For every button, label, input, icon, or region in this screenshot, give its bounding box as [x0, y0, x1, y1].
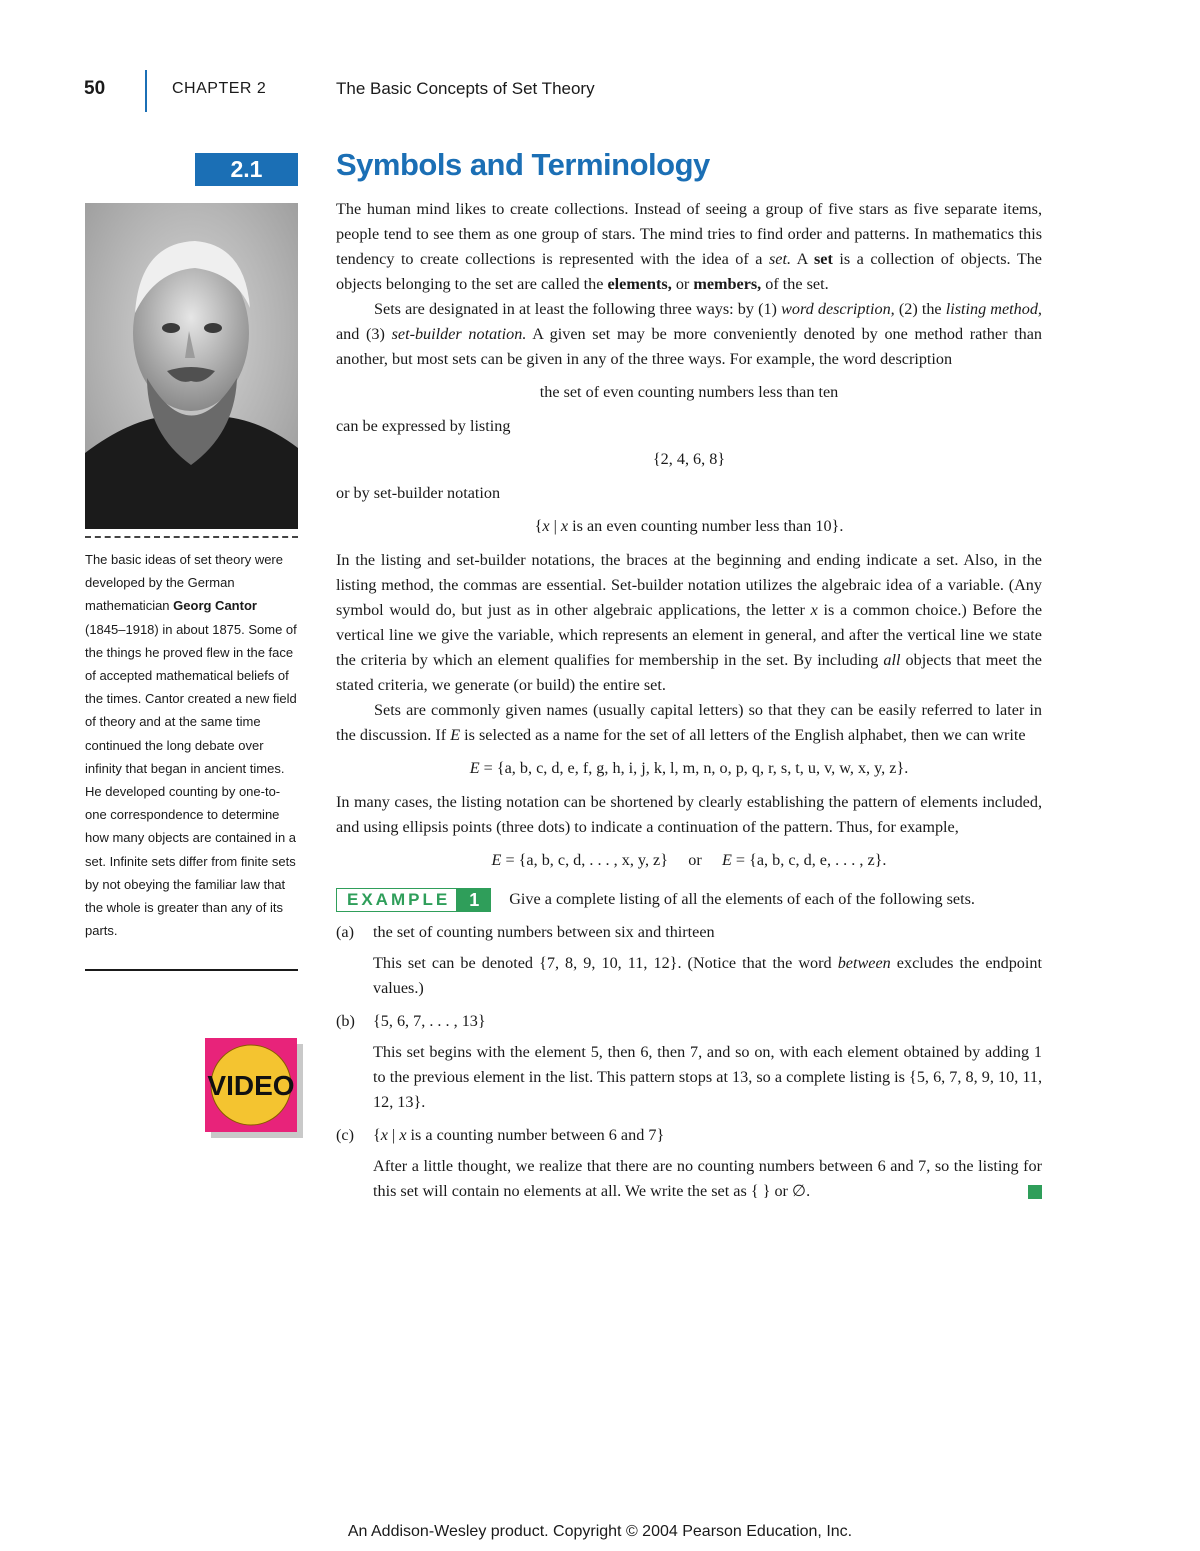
text: excludes the endpoint values.) [373, 954, 1042, 998]
var-E: E [491, 851, 502, 869]
var-E: E [721, 851, 732, 869]
text: Sets are designated in at least the following three ways: by (1) [374, 300, 782, 318]
text: = {a, b, c, d, . . . , x, y, z} or [501, 851, 722, 869]
text: (2) the [894, 300, 946, 318]
caption-text-end: (1845–1918) in about 1875. Some of the things he proved flew in the face of accepted mathematical beliefs of the times. Cantor created a new field of theory and at the same time continued the long debate over infinity that began in ancient times. He developed counting by one-to-one correspondence to determine how many objects are contained in a set. Infinite sets differ from finite sets by not obeying the familiar law that the whole is greater than any of its parts. [85, 621, 297, 939]
var-x: x [399, 1126, 407, 1145]
text: is a collection of objects. The objects belonging to the set are called the [336, 250, 1042, 293]
sidebar-divider [85, 536, 298, 538]
text: is a common choice.) Before the vertical line we give the variable, which represents an element in general, and after the vertical line we state the criteria by which an element qualifies for membership in the set. By including [336, 601, 1043, 669]
text: A given set may be more conveniently denoted by one method rather than another, but most sets can be given in any of the three ways. For example, the word description [336, 325, 1043, 368]
portrait-caption [85, 548, 298, 942]
term-italic: set-builder notation. [391, 325, 527, 343]
text: and (3) [336, 325, 392, 343]
video-icon[interactable] [205, 1036, 305, 1140]
text: This set can be denoted {7, 8, 9, 10, 11, 12}. (Notice that the word [373, 954, 838, 973]
example-label: EXAMPLE [336, 888, 457, 912]
var-E: E [469, 759, 480, 777]
item-question: {5, 6, 7, . . . , 13} [373, 1012, 486, 1031]
text: of the set. [761, 275, 829, 293]
page-number: 50 [84, 78, 106, 99]
text: = {a, b, c, d, e, f, g, h, i, j, k, l, m, n, o, p, q, r, s, t, u, v, w, x, y, z}. [479, 759, 909, 777]
display-listing: {2, 4, 6, 8} [652, 450, 726, 468]
item-question: is a counting number between 6 and 7} [406, 1126, 665, 1145]
chapter-label: CHAPTER 2 [172, 80, 267, 97]
text: objects that meet the stated criteria, we generate (or build) the entire set. [336, 651, 1042, 694]
paragraph-3: can be expressed by listing [336, 417, 511, 435]
term-italic: listing method, [945, 300, 1042, 318]
paragraph-7: In many cases, the listing notation can be shortened by clearly establishing the pattern of elements included, and using ellipsis points (three dots) to indicate a continuation of the pattern. Thus, for example, [336, 793, 1042, 836]
header-divider [145, 70, 147, 112]
item-tag: (a) [336, 923, 354, 942]
item-answer [373, 951, 1042, 1001]
var-x: x [810, 601, 818, 619]
copyright-footer: An Addison-Wesley product. Copyright © 2004 Pearson Education, Inc. [347, 1523, 853, 1540]
var-E: E [450, 726, 461, 744]
display-alphabet-set [336, 756, 1042, 781]
text: After a little thought, we realize that there are no counting numbers between 6 and 7, so the listing for this set will contain no elements at all. We write the set as { } or ∅. [373, 1157, 1042, 1201]
paragraph-2 [336, 297, 1042, 372]
sidebar-bottom-rule [85, 969, 298, 971]
display-word-description: the set of even counting numbers less than ten [539, 383, 839, 401]
display-ellipsis-sets [336, 848, 1042, 873]
main-text [336, 197, 1042, 1204]
text: In the listing and set-builder notations, the braces at the beginning and ending indicate a set. Also, in the listing method, the commas are essential. Set-builder notation utilizes the algebraic idea of a variable. (Any symbol would do, but just as in other algebraic applications, the letter [336, 551, 1042, 619]
example-item-c: (c) {x | x is a counting number between 6 and 7} After a little thought, we realize that there are no counting numbers between 6 and 7, so the listing for this set will contain no elements at all. We write the set as { } or ∅. [336, 1123, 1042, 1204]
text: = {a, b, c, d, e, . . . , z}. [731, 851, 887, 869]
example-item-b [336, 1009, 1042, 1115]
paragraph-5 [336, 548, 1042, 698]
section-number-badge: 2.1 [195, 153, 298, 186]
example-prompt: Give a complete listing of all the elements of each of the following sets. [509, 890, 975, 908]
paragraph-6 [336, 698, 1042, 748]
item-tag: (b) [336, 1012, 355, 1031]
chapter-title: The Basic Concepts of Set Theory [336, 79, 595, 98]
paragraph-4: or by set-builder notation [336, 484, 501, 502]
text: A [791, 250, 814, 268]
example-item-a [336, 920, 1042, 1001]
item-answer: This set begins with the element 5, then 6, then 7, and so on, with each element obtained by adding 1 to the previous element in the list. This pattern stops at 13, so a complete listing is {5, 6, 7, 8, 9, 10, 11, 12, 13}. [373, 1043, 1042, 1112]
term-bold: set [813, 250, 833, 268]
var-x: x [542, 517, 550, 535]
var-x: x [560, 517, 569, 535]
example-number: 1 [457, 888, 491, 912]
item-answer [373, 1154, 1042, 1204]
text: is selected as a name for the set of all letters of the English alphabet, then we can write [460, 726, 1026, 744]
cantor-portrait [85, 203, 298, 529]
var-x: x [380, 1126, 388, 1145]
text: Sets are commonly given names (usually capital letters) so that they can be easily referred to later in the discussion. If [336, 701, 1042, 744]
display-set-builder: {x | x is an even counting number less than 10}. [534, 517, 844, 535]
text: The human mind likes to create collections. Instead of seeing a group of five stars as five separate items, people tend to see them as one group of stars. The mind tries to find order and patterns. In mathematics this tendency to create collections is represented with the idea of a [336, 200, 1042, 268]
end-of-example-icon [1028, 1185, 1042, 1199]
caption-name: Georg Cantor [173, 598, 257, 614]
caption-text-start: The basic ideas of set theory were developed by the German mathematician [85, 552, 283, 614]
emphasis: all [883, 651, 901, 669]
text: or [671, 275, 694, 293]
video-icon-label: VIDEO [207, 1070, 295, 1101]
term-bold: elements, [607, 275, 672, 293]
item-tag: (c) [336, 1126, 354, 1145]
term-italic: set. [769, 250, 792, 268]
item-question: the set of counting numbers between six and thirteen [373, 923, 715, 942]
emphasis: between [837, 954, 891, 973]
section-title: Symbols and Terminology [336, 147, 710, 182]
term-bold: members, [693, 275, 762, 293]
term-italic: word description, [781, 300, 895, 318]
example-intro [336, 887, 1042, 912]
paragraph-1 [336, 197, 1042, 297]
text: is an even counting number less than 10}. [568, 517, 844, 535]
